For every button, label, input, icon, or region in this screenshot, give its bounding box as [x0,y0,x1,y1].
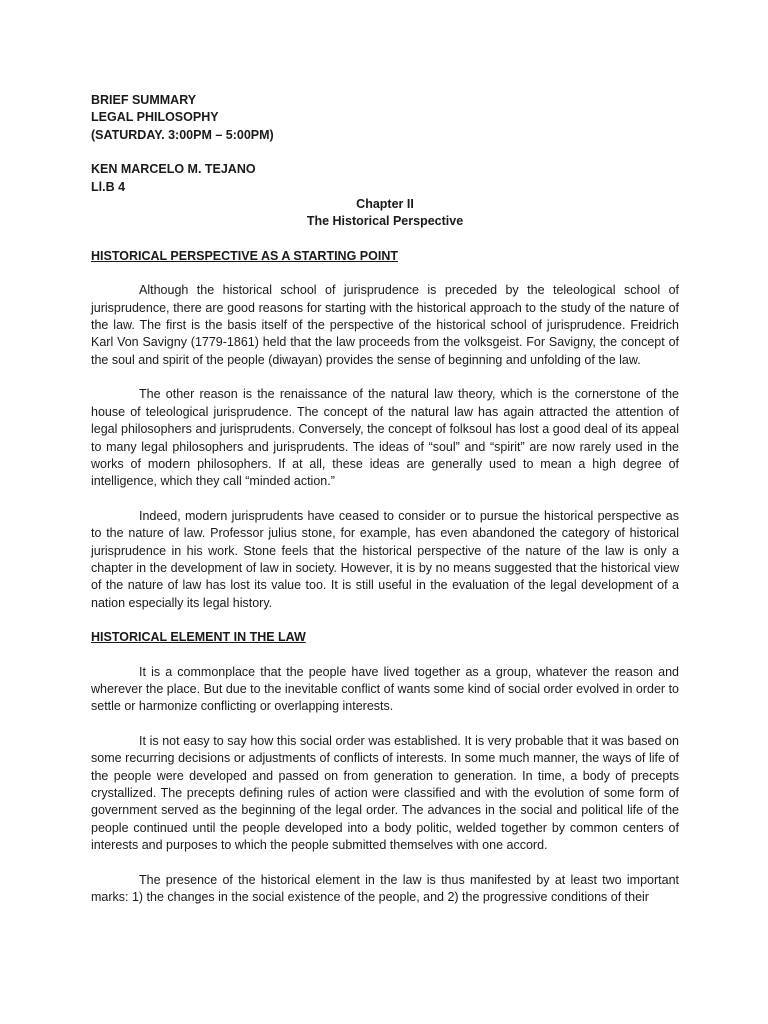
spacer [91,716,679,733]
spacer [91,855,679,872]
spacer [91,612,679,629]
spacer [91,265,679,282]
paragraph: Indeed, modern jurisprudents have ceased to consider or to pursue the historical perspective as to the nature of law. Professor julius stone, for example, has even abandoned the category of historical jurisprudence in his work. Stone feels that the historical perspective of the nature of the law is only a chapter in the development of law in society. However, it is by no means suggested that the historical view of the nature of law has lost its value too. It is still useful in the evaluation of the legal development of a nation especially its legal history. [91,508,679,610]
chapter-number: Chapter II [356,197,414,212]
course-label: Ll.B 4 [91,179,126,194]
paragraph: Although the historical school of jurisprudence is preceded by the teleological school of jurisprudence, there are good reasons for starting with the historical approach to the study of the nature of the law. The first is the basis itself of the perspective of the historical school of jurisprudence. Freidrich Karl Von Savigny (1779-1861) held that the law proceeds from the volksgeist. For Savigny, the concept of the soul and spirit of the people (diwayan) provides the sense of beginning and unfolding of the law. [91,283,679,367]
spacer [91,647,679,664]
spacer [91,369,679,386]
paragraph: The other reason is the renaissance of the natural law theory, which is the cornerstone of the house of teleological jurisprudence. The concept of the natural law has again attracted the attention of legal philosophers and jurisprudents. Conversely, the concept of folksoul has lost a good deal of its appeal to many legal philosophers and jurisprudents. The ideas of “soul” and “spirit” are now rarely used in the works of modern philosophers. If at all, these ideas are generally used to mean a high degree of intelligence, which they call “minded action.” [91,387,679,489]
document-page [91,92,679,906]
schedule-label: (SATURDAY. 3:00PM – 5:00PM) [91,127,274,142]
subject-label: LEGAL PHILOSOPHY [91,110,219,125]
document-header [91,92,679,196]
section-heading: HISTORICAL PERSPECTIVE AS A STARTING POINT [91,248,398,263]
summary-label: BRIEF SUMMARY [91,93,197,107]
paragraph: It is not easy to say how this social order was established. It is very probable that it was based on some recurring decisions or adjustments of conflicts of interests. In some much manner, the ways of life of the people were developed and passed on from generation to generation. In time, a body of precepts crystallized. The precepts defining rules of action were classified and with the evolution of some form of government served as the beginning of the legal order. The advances in the social and political life of the people continued until the people developed into a body politic, welded together by common centers of interests and purposes to which the people submitted themselves with one accord. [91,733,679,853]
section-heading: HISTORICAL ELEMENT IN THE LAW [91,630,306,645]
chapter-title: The Historical Perspective [306,214,464,229]
spacer [91,144,679,161]
paragraph: It is a commonplace that the people have lived together as a group, whatever the reason and wherever the place. But due to the inevitable conflict of wants some kind of social order evolved in order to settle or harmonize conflicting or overlapping interests. [91,664,679,714]
spacer [91,231,679,248]
paragraph: The presence of the historical element in the law is thus manifested by at least two important marks: 1) the changes in the social existence of the people, and 2) the progressive conditions of their [91,872,679,905]
chapter-heading [91,196,679,231]
author-name: KEN MARCELO M. TEJANO [91,162,256,177]
spacer [91,491,679,508]
